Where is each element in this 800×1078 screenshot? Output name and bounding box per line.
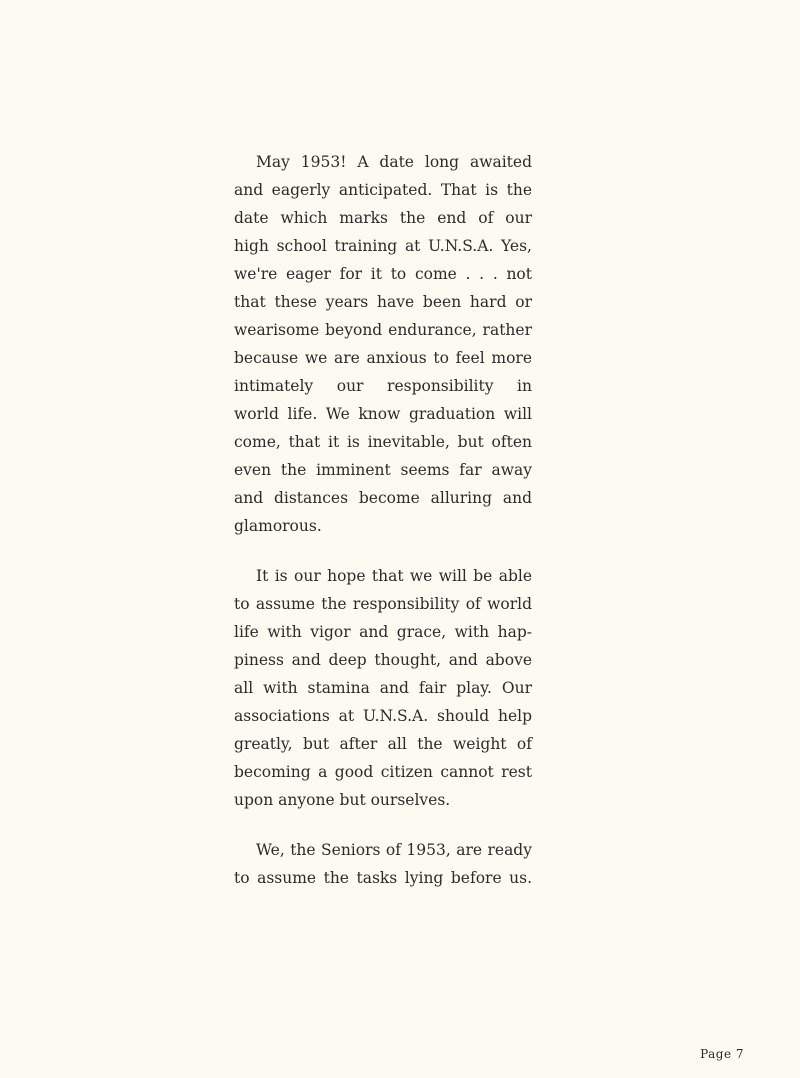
paragraph-line: date which marks the end of our	[234, 209, 532, 227]
paragraph-line: we're eager for it to come . . . not	[234, 265, 532, 283]
text-column	[234, 148, 532, 892]
paragraph-1	[234, 148, 532, 540]
paragraph-3	[234, 836, 532, 892]
paragraph-line: world life. We know graduation will	[234, 405, 532, 423]
paragraph-line: life with vigor and grace, with hap-	[234, 623, 532, 641]
paragraph-line: piness and deep thought, and above	[234, 651, 532, 669]
paragraph-line: to assume the responsibility of world	[234, 595, 532, 613]
paragraph-line: associations at U.N.S.A. should help	[234, 707, 532, 725]
paragraph-2	[234, 562, 532, 814]
paragraph-line: all with stamina and fair play. Our	[234, 679, 532, 697]
paragraph-line: that these years have been hard or	[234, 293, 532, 311]
paragraph-line: come, that it is inevitable, but often	[234, 433, 532, 451]
paragraph-line: even the imminent seems far away	[234, 461, 532, 479]
paragraph-line: wearisome beyond endurance, rather	[234, 321, 532, 339]
paragraph-line: high school training at U.N.S.A. Yes,	[234, 237, 532, 255]
paragraph-line: and distances become alluring and	[234, 489, 532, 507]
paragraph-line: greatly, but after all the weight of	[234, 735, 532, 753]
paragraph-line: May 1953! A date long awaited	[256, 153, 532, 171]
paragraph-line: becoming a good citizen cannot rest	[234, 763, 532, 781]
paragraph-line: We, the Seniors of 1953, are ready	[256, 841, 532, 859]
paragraph-line: and eagerly anticipated. That is the	[234, 181, 532, 199]
paragraph-line: to assume the tasks lying before us.	[234, 869, 532, 887]
paragraph-line: It is our hope that we will be able	[256, 567, 532, 585]
paragraph-line: upon anyone but ourselves.	[234, 791, 451, 809]
paragraph-line: glamorous.	[234, 517, 322, 535]
paragraph-line: intimately our responsibility in	[234, 377, 532, 395]
paragraph-line: because we are anxious to feel more	[234, 349, 532, 367]
page-number: Page 7	[700, 1047, 744, 1061]
